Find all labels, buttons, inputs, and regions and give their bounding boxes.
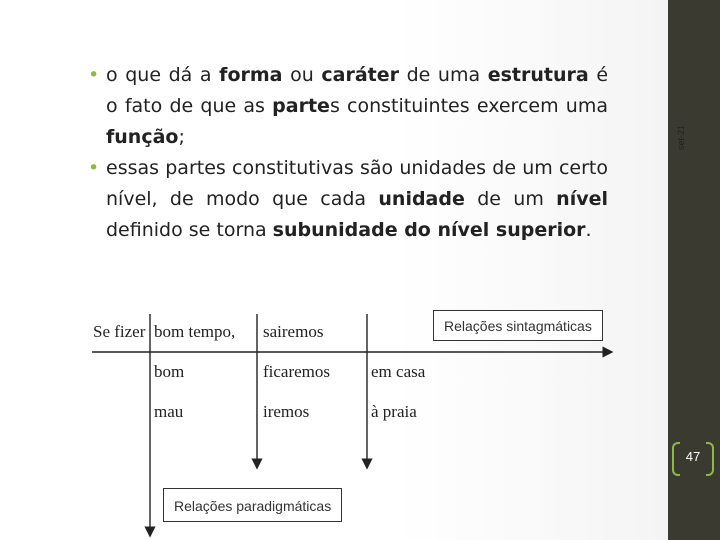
bullet-text: essas partes constitutivas são unidades de um certo nível, de modo que cada	[106, 157, 608, 210]
bullet-text: é o fato de que as	[106, 64, 609, 117]
diagram-word: ficaremos	[263, 362, 331, 381]
bullet-text: ou	[282, 64, 322, 86]
bullet-dot-icon: •	[88, 64, 100, 86]
bullet-bold-text: unidade	[378, 188, 465, 210]
diagram-word: iremos	[263, 402, 310, 421]
bullet-text: de uma	[398, 64, 488, 86]
bullet-bold-text: forma	[219, 64, 283, 86]
bullet-bold-text: caráter	[321, 64, 399, 86]
diagram-word: bom tempo,	[154, 322, 236, 341]
diagram-word: Se fizer	[93, 322, 146, 341]
diagram-word: em casa	[371, 362, 426, 381]
diagram-word: sairemos	[263, 322, 324, 341]
syntagmatic-label: Relações sintagmáticas	[433, 310, 603, 341]
bullet-bold-text: estrutura	[487, 64, 589, 86]
page-number: 47	[685, 449, 701, 464]
bullet-text: definido se torna	[106, 219, 273, 241]
bullet-bold-text: subunidade do nível superior	[272, 219, 586, 241]
bullet-dot-icon: •	[88, 157, 100, 179]
slide-date: set-21	[676, 124, 686, 150]
diagram-word: à praia	[371, 402, 417, 421]
bullet-text: o que dá a	[106, 64, 220, 86]
bullet-text: s constituintes exercem uma	[329, 95, 608, 117]
bullet-bold-text: parte	[272, 95, 330, 117]
paradigmatic-label: Relações paradigmáticas	[163, 488, 342, 522]
diagram-word: bom	[154, 362, 185, 381]
bullet-text: ;	[178, 126, 185, 148]
bullet-bold-text: nível	[556, 188, 608, 210]
diagram-word: mau	[154, 402, 184, 421]
bullet-text: de um	[464, 188, 557, 210]
bullet-bold-text: função	[106, 126, 179, 148]
bullet-text: .	[585, 219, 592, 241]
